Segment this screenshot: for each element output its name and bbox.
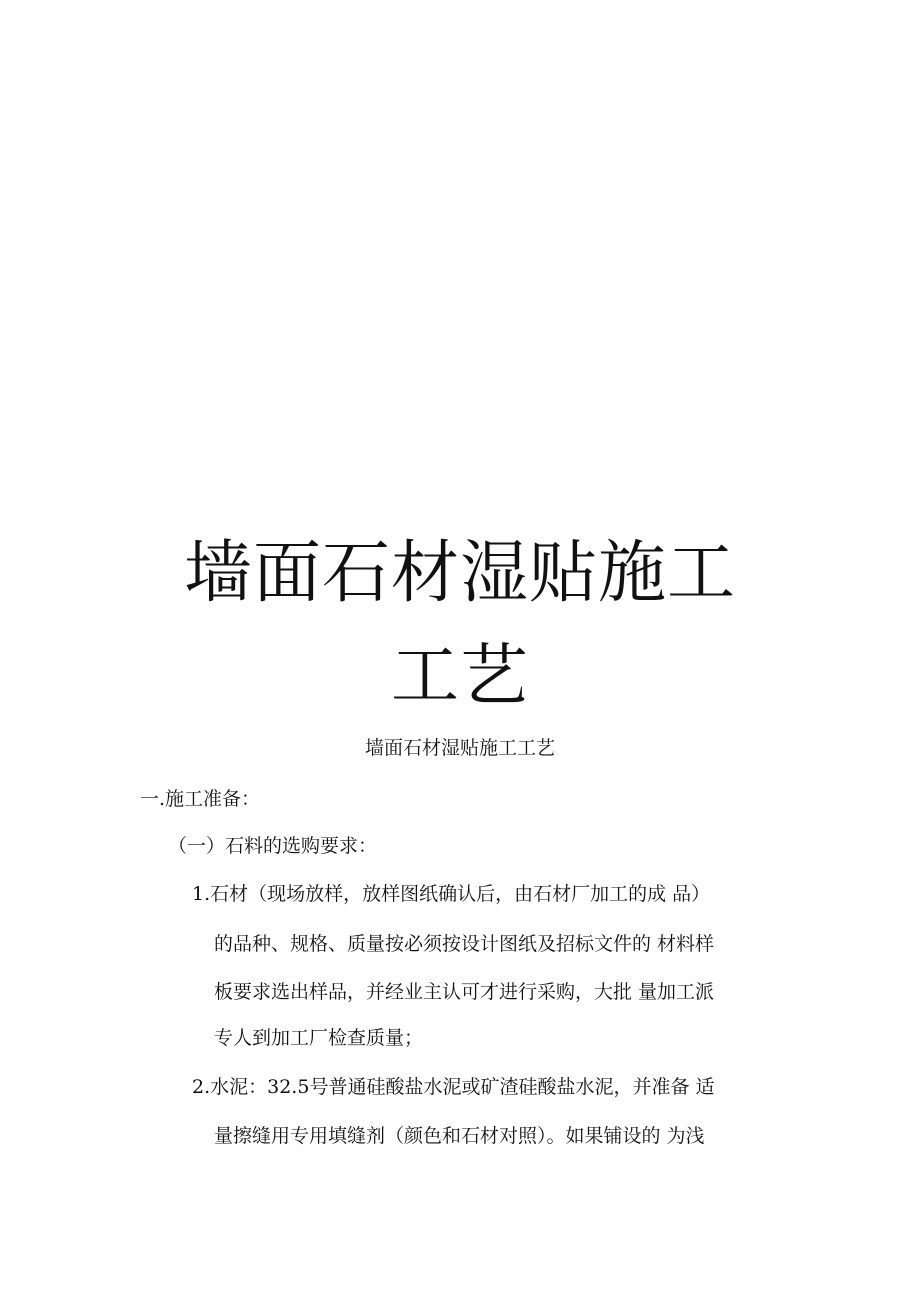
list-item-number: 1 [192,883,205,905]
list-item-text: 板要求选出样品，并经业主认可才进行采购，大批 量加工派 [214,981,715,1003]
subsection-heading: （一）石料的选购要求： [168,835,378,857]
document-subtitle: 墙面石材湿贴施工工艺 [364,737,555,759]
list-item-text: .水泥：32.5号普通硅酸盐水泥或矿渣硅酸盐水泥，并准备 适 [204,1076,715,1098]
list-item-text: 专人到加工厂检查质量； [214,1027,424,1049]
document-title-line-1: 墙面石材湿贴施工 [183,534,736,613]
list-item-number: 2 [192,1076,205,1098]
list-item-text: .石材（现场放样，放样图纸确认后，由石材厂加工的成 品） [204,883,711,905]
document-title-line-2: 工艺 [390,637,529,716]
list-item-text: 量擦缝用专用填缝剂（颜色和石材对照）。如果铺设的 为浅 [214,1125,705,1147]
list-item-text: 的品种、规格、质量按必须按设计图纸及招标文件的 材料样 [214,933,715,955]
section-heading: 一.施工准备： [140,788,261,810]
